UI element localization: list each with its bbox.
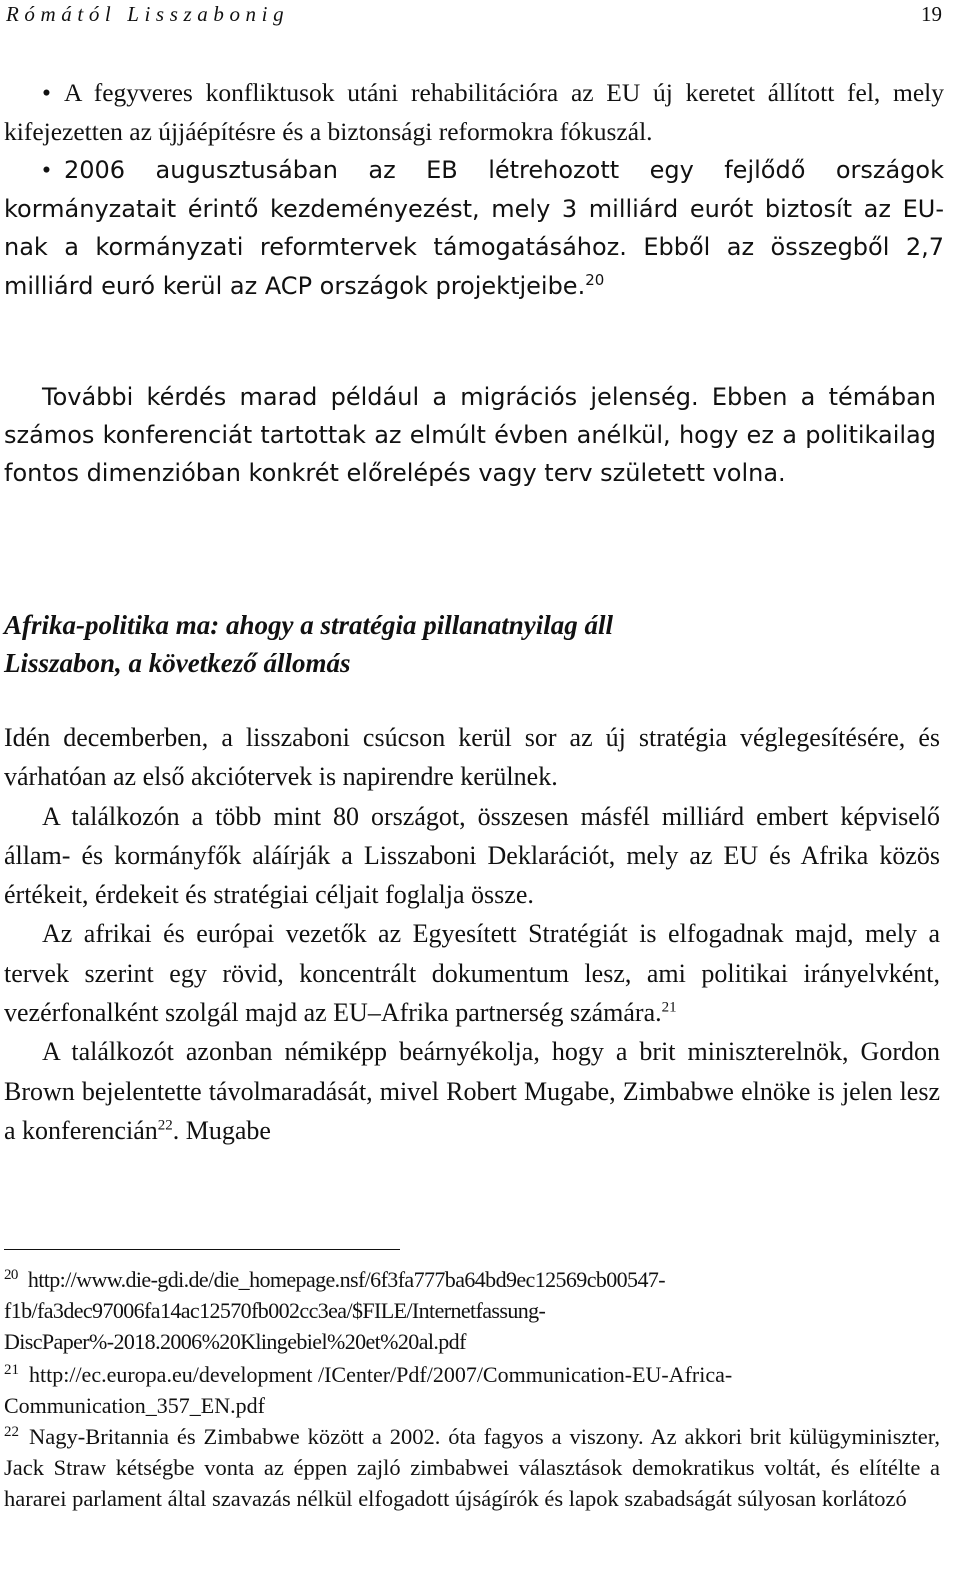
body-paragraph: Idén decemberben, a lisszaboni csúcson kerül sor az új stratégia véglegesítésére, és várhatóan az első akciótervek is napirendre kerülnek.: [4, 723, 940, 792]
footnote-text: http://ec.europa.eu/development /ICenter/Pdf/2007/Communication-EU-Africa-Communication_357_EN.pdf: [4, 1362, 733, 1418]
footnote-number: 20: [4, 1266, 18, 1283]
body-paragraph: A találkozón a több mint 80 országot, összesen másfél milliárd embert képviselő állam- és kormányfők aláírják a Lisszaboni Deklarációt, mely az EU és Afrika közös értékeit, érdekeit és stratégiai céljait foglalja össze.: [4, 801, 940, 910]
bullet-list: [4, 74, 944, 305]
footnote-ref: 20: [585, 270, 605, 289]
bullet-text: 2006 augusztusában az EB létrehozott egy fejlődő országok kormányzatait érintő kezdeményezést, mely 3 milliárd eurót biztosít az EU-nak a kormányzati reformtervek támogatásához. Ebből az összegből 2,7 milliárd euró kerül az ACP országok projektjeibe.: [4, 156, 944, 300]
bullet-text: A fegyveres konfliktusok utáni rehabilitációra az EU új keretet állított fel, mely kifejezetten az újjáépítésre és a biztonsági reformokra fókuszál.: [4, 78, 944, 146]
footnote: [4, 1421, 940, 1514]
body-paragraph: [4, 1032, 940, 1150]
footnote-ref: 21: [661, 999, 677, 1016]
footnote: [4, 1264, 940, 1357]
page-number: 19: [921, 2, 942, 26]
footnote-text: http://www.die-gdi.de/die_homepage.nsf/6f3fa777ba64bd9ec12569cb00547-f1b/fa3dec97006fa14ac12570fb002cc3ea/$FILE/Internetfassung-DiscPaper%-2018.2006%20Klingebiel%20et%20al.pdf: [4, 1267, 665, 1354]
footnote-text: Nagy-Britannia és Zimbabwe között a 2002. óta fagyos a viszony. Az akkori brit külügyminiszter, Jack Straw kétségbe vonta az éppen zajló zimbabwei választások demokratikus voltát, és elítélte a hararei parlament által szavazás nélkül elfogadott újságírók és lapok szabadságát súlyosan korlátozó: [4, 1424, 940, 1511]
footnote: [4, 1359, 940, 1421]
footnote-ref: 22: [157, 1117, 173, 1134]
section-heading: [4, 606, 934, 682]
bullet-icon: •: [42, 155, 51, 184]
footnote-divider: [4, 1249, 400, 1250]
list-item: [4, 151, 944, 305]
footnotes: [4, 1264, 940, 1514]
section-heading-line: Afrika-politika ma: ahogy a stratégia pillanatnyilag áll: [4, 610, 614, 640]
body-text: [4, 718, 940, 1150]
bullet-icon: •: [42, 78, 51, 107]
body-paragraph-tail: . Mugabe: [172, 1115, 271, 1145]
running-head: Rómától Lisszabonig: [6, 2, 290, 26]
section-heading-line: Lisszabon, a következő állomás: [4, 648, 351, 678]
migration-paragraph: További kérdés marad például a migrációs jelenség. Ebben a témában számos konferenciát tartottak az elmúlt évben anélkül, hogy ez a politikailag fontos dimenzióban konkrét előrelépés vagy terv született volna.: [4, 383, 936, 487]
body-paragraph-text: A találkozót azonban némiképp beárnyékolja, hogy a brit miniszterelnök, Gordon Brown bejelentette távolmaradását, mivel Robert Mugabe, Zimbabwe elnöke is jelen lesz a konferencián: [4, 1037, 940, 1145]
body-paragraph: [4, 914, 940, 1032]
footnote-number: 21: [4, 1361, 19, 1378]
body-paragraph-text: Az afrikai és európai vezetők az Egyesített Stratégiát is elfogadnak majd, mely a tervek szerint egy rövid, koncentrált dokumentum lesz, ami politikai irányelvként, vezérfonalként szolgál majd az EU–Afrika partnerség számára.: [4, 919, 940, 1028]
footnote-number: 22: [4, 1423, 19, 1440]
list-item: [4, 74, 944, 151]
